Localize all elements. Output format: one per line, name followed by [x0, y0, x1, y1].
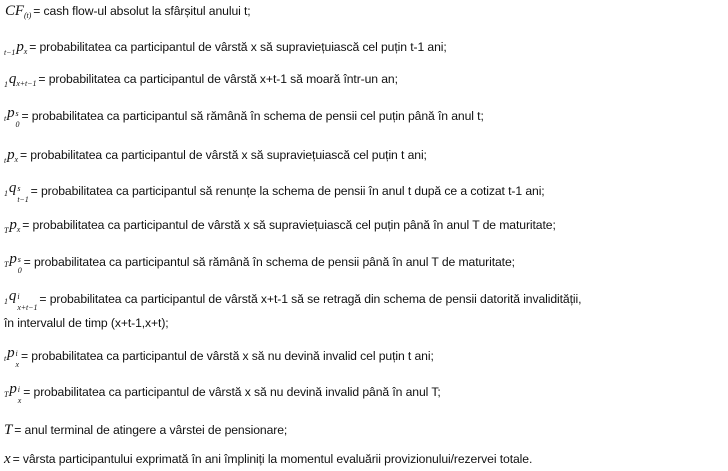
definition-text: = anul terminal de atingere a vârstei de pensionare;	[14, 423, 288, 437]
math-symbol: T	[4, 421, 13, 438]
definition-line	[4, 68, 726, 90]
definition-line	[4, 0, 726, 22]
math-symbol: T p s 0	[4, 251, 22, 275]
math-symbol: t p x	[4, 146, 18, 165]
definition-text: = probabilitatea ca participantul de vârstă x să supraviețuiască cel puțin t-1 ani;	[29, 40, 447, 54]
math-symbol: 1 q s t−1	[4, 180, 29, 204]
math-symbol: T p i x	[4, 381, 22, 405]
math-symbol: t p s 0	[4, 105, 20, 129]
definition-line	[4, 144, 726, 166]
definition-line	[4, 180, 726, 202]
definition-text: în intervalul de timp (x+t-1,x+t);	[4, 316, 169, 330]
definition-line-continuation	[4, 312, 726, 334]
definition-line	[4, 288, 726, 310]
math-symbol: T p x	[4, 216, 21, 235]
math-symbol: t−1 p x	[4, 38, 28, 57]
definition-line	[4, 105, 726, 127]
definition-text: = cash flow-ul absolut la sfârșitul anului t;	[33, 4, 251, 18]
definition-text: = probabilitatea ca participantul să rămână în schema de pensii până în anul T de maturitate;	[23, 255, 515, 269]
definition-line	[4, 251, 726, 273]
definition-text: = probabilitatea ca participantul de vârstă x să nu devină invalid cel puțin t ani;	[20, 349, 434, 363]
math-symbol: 1 q i x+t−1	[4, 288, 38, 312]
definition-text: = probabilitatea ca participantul de vârstă x+t-1 să moară într-un an;	[38, 72, 398, 86]
definition-text: = probabilitatea ca participantul de vârstă x să supraviețuiască cel puțin până în anul T de maturitate;	[22, 218, 556, 232]
definition-line	[4, 345, 726, 367]
math-symbol: CF (t)	[5, 2, 32, 20]
math-symbol: x	[4, 450, 11, 467]
definition-line	[4, 419, 726, 441]
definition-text: = probabilitatea ca participantul să rămână în schema de pensii cel puțin până în anul t;	[21, 109, 484, 123]
math-symbol: t p i x	[4, 345, 19, 369]
definition-line	[4, 381, 726, 403]
definition-text: = probabilitatea ca participantul de vârstă x+t-1 să se retragă din schema de pensii datorită invalidității,	[39, 292, 582, 306]
definition-line	[4, 36, 726, 58]
math-symbol: 1 q x+t−1	[4, 70, 37, 89]
definition-text: = probabilitatea ca participantul de vârstă x să supraviețuiască cel puțin t ani;	[19, 148, 427, 162]
definition-line	[4, 214, 726, 236]
definition-text: = probabilitatea ca participantul să renunțe la schema de pensii în anul t după ce a cotizat t-1 ani;	[30, 184, 545, 198]
definition-line	[4, 448, 726, 470]
definition-text: = vârsta participantului exprimată în ani împliniți la momentul evaluării provizionului/rezervei totale.	[12, 452, 533, 466]
definition-text: = probabilitatea ca participantul de vârstă x să nu devină invalid până în anul T;	[23, 385, 441, 399]
